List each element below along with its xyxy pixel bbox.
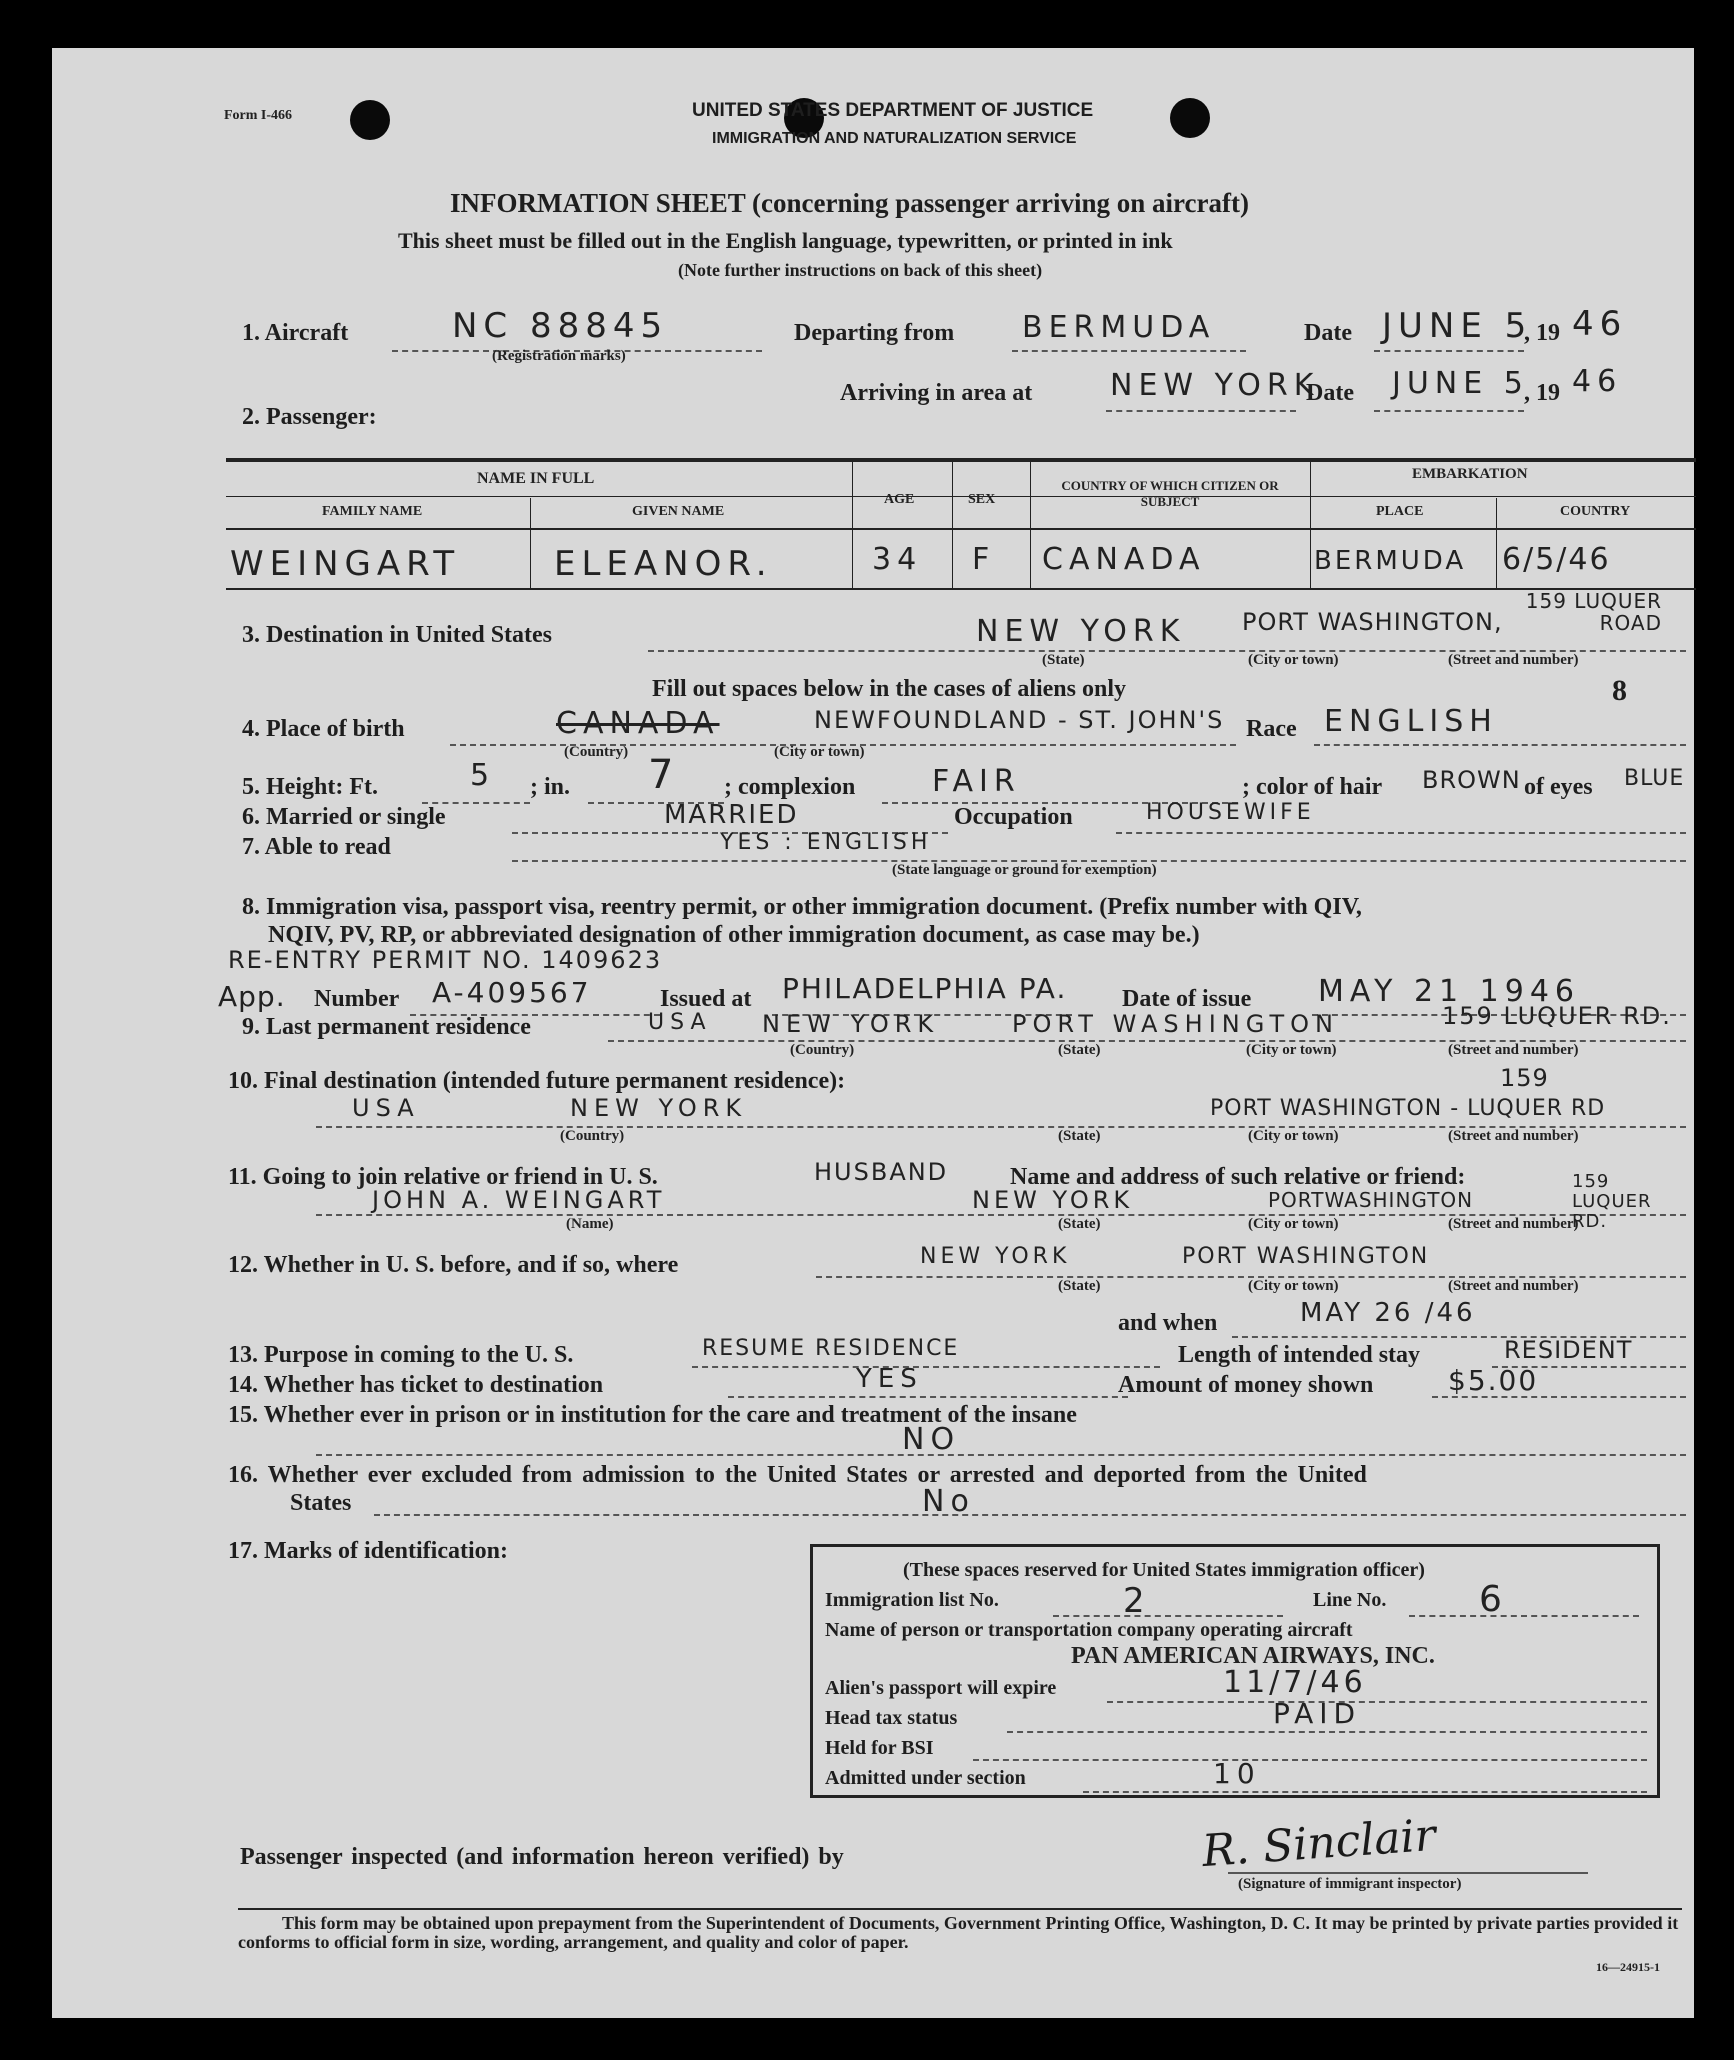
doi-value: MAY 21 1946 — [1318, 974, 1580, 1009]
form-number: Form I-466 — [224, 108, 293, 123]
section-label: Admitted under section — [825, 1767, 1026, 1789]
caption-city: (City or town) — [1248, 652, 1339, 668]
service-title: IMMIGRATION AND NATURALIZATION SERVICE — [712, 130, 1077, 147]
officer-box — [810, 1544, 1660, 1798]
occupation-value: HOUSEWIFE — [1146, 800, 1315, 825]
year2-prefix: , 19 — [1524, 380, 1560, 406]
caption-city: (City or town) — [774, 744, 865, 760]
birth-country: CANADA — [556, 706, 720, 741]
embark-place-value: BERMUDA — [1314, 546, 1467, 576]
before-label: 12. Whether in U. S. before, and if so, where — [228, 1252, 679, 1278]
relative-label: 11. Going to join relative or friend in U. S. — [228, 1164, 658, 1190]
hair-value: BROWN — [1422, 766, 1521, 794]
hair-label: ; color of hair — [1242, 774, 1383, 800]
caption-name: (Name) — [566, 1216, 614, 1232]
marks-label: 17. Marks of identification: — [228, 1538, 508, 1564]
date-label: Date — [1304, 320, 1352, 346]
caption-country: (Country) — [790, 1042, 855, 1058]
document-label-2: NQIV, PV, RP, or abbreviated designation of other immigration document, as case may be.) — [268, 922, 1200, 948]
age-value: 34 — [872, 542, 923, 577]
money-label: Amount of money shown — [1118, 1372, 1374, 1398]
final-number: 159 — [1500, 1064, 1549, 1092]
department-title: UNITED STATES DEPARTMENT OF JUSTICE — [692, 100, 1094, 121]
year2-value: 46 — [1572, 364, 1623, 399]
footer-rule — [238, 1908, 1682, 1910]
departing-line — [1012, 350, 1246, 352]
year-prefix: , 19 — [1524, 320, 1560, 346]
arriving-value: NEW YORK — [1110, 368, 1320, 403]
col-divider — [852, 462, 853, 588]
date-line — [1374, 350, 1524, 352]
footer-code: 16—24915-1 — [1596, 1960, 1660, 1974]
given-name-header: GIVEN NAME — [632, 504, 725, 519]
ticket-line — [728, 1396, 1128, 1398]
table-bottom-rule — [226, 588, 1696, 590]
arriving-line — [1106, 410, 1296, 412]
race-label: Race — [1246, 716, 1297, 742]
embarkation-header: EMBARKATION — [1412, 466, 1528, 482]
complexion-value: FAIR — [932, 764, 1021, 799]
age-header: AGE — [884, 492, 915, 507]
inspected-label: Passenger inspected (and information hereon verified) by — [240, 1844, 844, 1870]
occupation-line — [1116, 832, 1686, 834]
relative-city: PORTWASHINGTON — [1268, 1188, 1474, 1212]
sheet-note: (Note further instructions on back of this sheet) — [678, 260, 1043, 280]
occupation-label: Occupation — [954, 804, 1073, 830]
aircraft-value: NC 88845 — [452, 306, 669, 346]
tax-line — [1007, 1731, 1647, 1733]
excluded-line — [374, 1514, 1686, 1516]
date2-line — [1374, 410, 1524, 412]
col-divider — [1030, 462, 1031, 588]
officer-box-title: (These spaces reserved for United States immigration officer) — [903, 1559, 1425, 1581]
punch-hole — [1170, 98, 1210, 138]
table-header-rule — [226, 528, 1696, 530]
final-country: USA — [352, 1094, 420, 1122]
signature-line — [1228, 1872, 1588, 1874]
sex-value: F — [972, 542, 996, 577]
col-divider — [1310, 462, 1311, 588]
bsi-line — [973, 1759, 1647, 1761]
issued-label: Issued at — [660, 986, 752, 1012]
before-city: PORT WASHINGTON — [1182, 1244, 1430, 1269]
document-label-1: 8. Immigration visa, passport visa, reentry permit, or other immigration document. (Prefix number with QIV, — [242, 894, 1362, 920]
caption-street: (Street and number) — [1448, 1042, 1579, 1058]
issued-value: PHILADELPHIA PA. — [782, 972, 1068, 1005]
doi-label: Date of issue — [1122, 986, 1252, 1012]
birth-city: NEWFOUNDLAND - ST. JOHN'S — [814, 706, 1225, 734]
sheet-title: INFORMATION SHEET (concerning passenger arriving on aircraft) — [450, 188, 1249, 218]
ticket-label: 14. Whether has ticket to destination — [228, 1372, 604, 1398]
destination-street: 159 LUQUER ROAD — [1525, 589, 1662, 635]
caption-state: (State) — [1042, 652, 1085, 668]
tax-value: PAID — [1273, 1697, 1362, 1730]
place-header: PLACE — [1376, 504, 1424, 519]
ticket-value: YES — [856, 1364, 923, 1394]
punch-hole — [350, 100, 390, 140]
tax-label: Head tax status — [825, 1707, 958, 1729]
married-value: MARRIED — [664, 800, 799, 830]
list-label: Immigration list No. — [825, 1589, 999, 1611]
race-line — [1314, 744, 1686, 746]
relative-street: 159 LUQUER RD. — [1572, 1171, 1652, 1232]
sex-header: SEX — [968, 492, 996, 507]
purpose-line — [692, 1366, 1160, 1368]
family-name-value: WEINGART — [230, 544, 461, 584]
when-value: MAY 26 /46 — [1300, 1298, 1476, 1328]
table-top-rule — [226, 458, 1696, 462]
caption-state: (State) — [1058, 1278, 1101, 1294]
number-label: Number — [314, 986, 400, 1012]
line-value: 6 — [1479, 1579, 1508, 1620]
signature-caption: (Signature of immigrant inspector) — [1238, 1876, 1462, 1892]
caption-country: (Country) — [560, 1128, 625, 1144]
aliens-only-note: Fill out spaces below in the cases of aliens only — [652, 676, 1127, 702]
birth-label: 4. Place of birth — [242, 716, 405, 742]
passport-value: 11/7/46 — [1223, 1665, 1367, 1700]
prison-label: 15. Whether ever in prison or in institution for the care and treatment of the insane — [228, 1402, 1077, 1428]
caption-city: (City or town) — [1248, 1278, 1339, 1294]
eyes-value: BLUE — [1624, 766, 1685, 791]
caption-state: (State) — [1058, 1042, 1101, 1058]
date2-value: JUNE 5 — [1392, 366, 1529, 401]
excluded-label-1: 16. Whether ever excluded from admission to the United States or arrested and deported from the United — [228, 1462, 1367, 1488]
number-value: A-409567 — [432, 976, 592, 1009]
residence-state: NEW YORK — [762, 1010, 940, 1038]
country-header: COUNTRY — [1560, 504, 1631, 519]
excluded-value: No — [922, 1484, 975, 1519]
section-value: 10 — [1213, 1757, 1261, 1790]
list-value: 2 — [1123, 1581, 1151, 1621]
relative-state: NEW YORK — [972, 1186, 1134, 1214]
in-label: ; in. — [530, 774, 571, 800]
name-in-full-header: NAME IN FULL — [477, 470, 595, 487]
relative-relation: HUSBAND — [814, 1158, 949, 1186]
money-value: $5.00 — [1448, 1364, 1539, 1397]
company-label: Name of person or transportation company operating aircraft — [825, 1619, 1353, 1641]
caption-city: (City or town) — [1248, 1216, 1339, 1232]
caption-country: (Country) — [564, 744, 629, 760]
residence-country: USA — [648, 1010, 712, 1035]
page-mark: 8 — [1612, 674, 1627, 707]
passport-line — [1107, 1701, 1647, 1703]
list-line — [1053, 1615, 1283, 1617]
passenger-label: 2. Passenger: — [242, 404, 377, 430]
caption-state: (State) — [1058, 1216, 1101, 1232]
line-label: Line No. — [1313, 1589, 1387, 1611]
destination-label: 3. Destination in United States — [242, 622, 553, 648]
col-divider — [952, 462, 953, 588]
registration-caption: (Registration marks) — [492, 348, 626, 364]
aircraft-label: 1. Aircraft — [242, 320, 349, 346]
eyes-label: of eyes — [1524, 774, 1593, 800]
residence-label: 9. Last permanent residence — [242, 1014, 531, 1040]
embark-date-value: 6/5/46 — [1502, 542, 1611, 577]
purpose-label: 13. Purpose in coming to the U. S. — [228, 1342, 574, 1368]
arriving-label: Arriving in area at — [840, 380, 1033, 406]
caption-city: (City or town) — [1246, 1042, 1337, 1058]
col-divider — [530, 498, 531, 588]
final-state: NEW YORK — [570, 1094, 748, 1122]
final-destination-label: 10. Final destination (intended future permanent residence): — [228, 1068, 846, 1094]
read-label: 7. Able to read — [242, 834, 391, 860]
app-handwritten: App. — [218, 980, 286, 1013]
prison-value: NO — [902, 1422, 961, 1457]
table-rule — [226, 496, 1696, 497]
when-label: and when — [1118, 1310, 1218, 1336]
relative-name: JOHN A. WEINGART — [372, 1186, 666, 1214]
complexion-label: ; complexion — [724, 774, 856, 800]
caption-street: (Street and number) — [1448, 1128, 1579, 1144]
form-sheet — [52, 48, 1694, 2018]
col-divider — [1496, 498, 1497, 588]
passport-label: Alien's passport will expire — [825, 1677, 1057, 1699]
section-line — [1083, 1791, 1647, 1793]
date-value: JUNE 5 — [1382, 306, 1533, 346]
residence-street: 159 LUQUER RD. — [1442, 1002, 1672, 1030]
purpose-value: RESUME RESIDENCE — [702, 1336, 960, 1361]
excluded-label-2: States — [290, 1490, 352, 1516]
destination-city: PORT WASHINGTON, — [1242, 608, 1503, 636]
line-line — [1409, 1615, 1639, 1617]
prison-line — [316, 1454, 1686, 1456]
citizen-value: CANADA — [1042, 542, 1206, 577]
caption-street: (Street and number) — [1448, 1216, 1579, 1232]
final-city: PORT WASHINGTON - LUQUER RD — [1210, 1096, 1606, 1121]
name-address-label: Name and address of such relative or friend: — [1010, 1164, 1466, 1190]
caption-street: (Street and number) — [1448, 652, 1579, 668]
company-value: PAN AMERICAN AIRWAYS, INC. — [1071, 1643, 1435, 1669]
sheet-instruction: This sheet must be filled out in the English language, typewritten, or printed in ink — [398, 228, 1173, 253]
caption-city: (City or town) — [1248, 1128, 1339, 1144]
inspector-signature: R. Sinclair — [1200, 1809, 1438, 1878]
height-label: 5. Height: Ft. — [242, 774, 378, 800]
footer-text: This form may be obtained upon prepayment from the Superintendent of Documents, Government Printing Office, Washington, D. C. It may be printed by private parties provided it conforms to official form in size, wording, arrangement, and quality and color of paper. — [238, 1913, 1679, 1952]
height-ft: 5 — [470, 758, 496, 793]
bsi-label: Held for BSI — [825, 1737, 934, 1759]
stay-value: RESIDENT — [1504, 1336, 1633, 1364]
caption-street: (Street and number) — [1448, 1278, 1579, 1294]
caption-state: (State) — [1058, 1128, 1101, 1144]
citizen-header: COUNTRY OF WHICH CITIZEN OR SUBJECT — [1061, 478, 1279, 509]
year-value: 46 — [1572, 304, 1628, 344]
race-value: ENGLISH — [1324, 704, 1498, 739]
departing-label: Departing from — [794, 320, 955, 346]
married-label: 6. Married or single — [242, 804, 446, 830]
read-value: YES : ENGLISH — [720, 830, 932, 855]
given-name-value: ELEANOR. — [554, 544, 773, 584]
height-in: 7 — [648, 752, 680, 798]
residence-city: PORT WASHINGTON — [1012, 1010, 1339, 1038]
read-caption: (State language or ground for exemption) — [892, 862, 1157, 878]
departing-value: BERMUDA — [1022, 310, 1216, 345]
destination-state: NEW YORK — [976, 614, 1186, 649]
before-state: NEW YORK — [920, 1244, 1071, 1269]
date2-label: Date — [1306, 380, 1354, 406]
family-name-header: FAMILY NAME — [322, 504, 423, 519]
stay-label: Length of intended stay — [1178, 1342, 1421, 1368]
permit-number-handwritten: RE-ENTRY PERMIT NO. 1409623 — [228, 946, 663, 974]
